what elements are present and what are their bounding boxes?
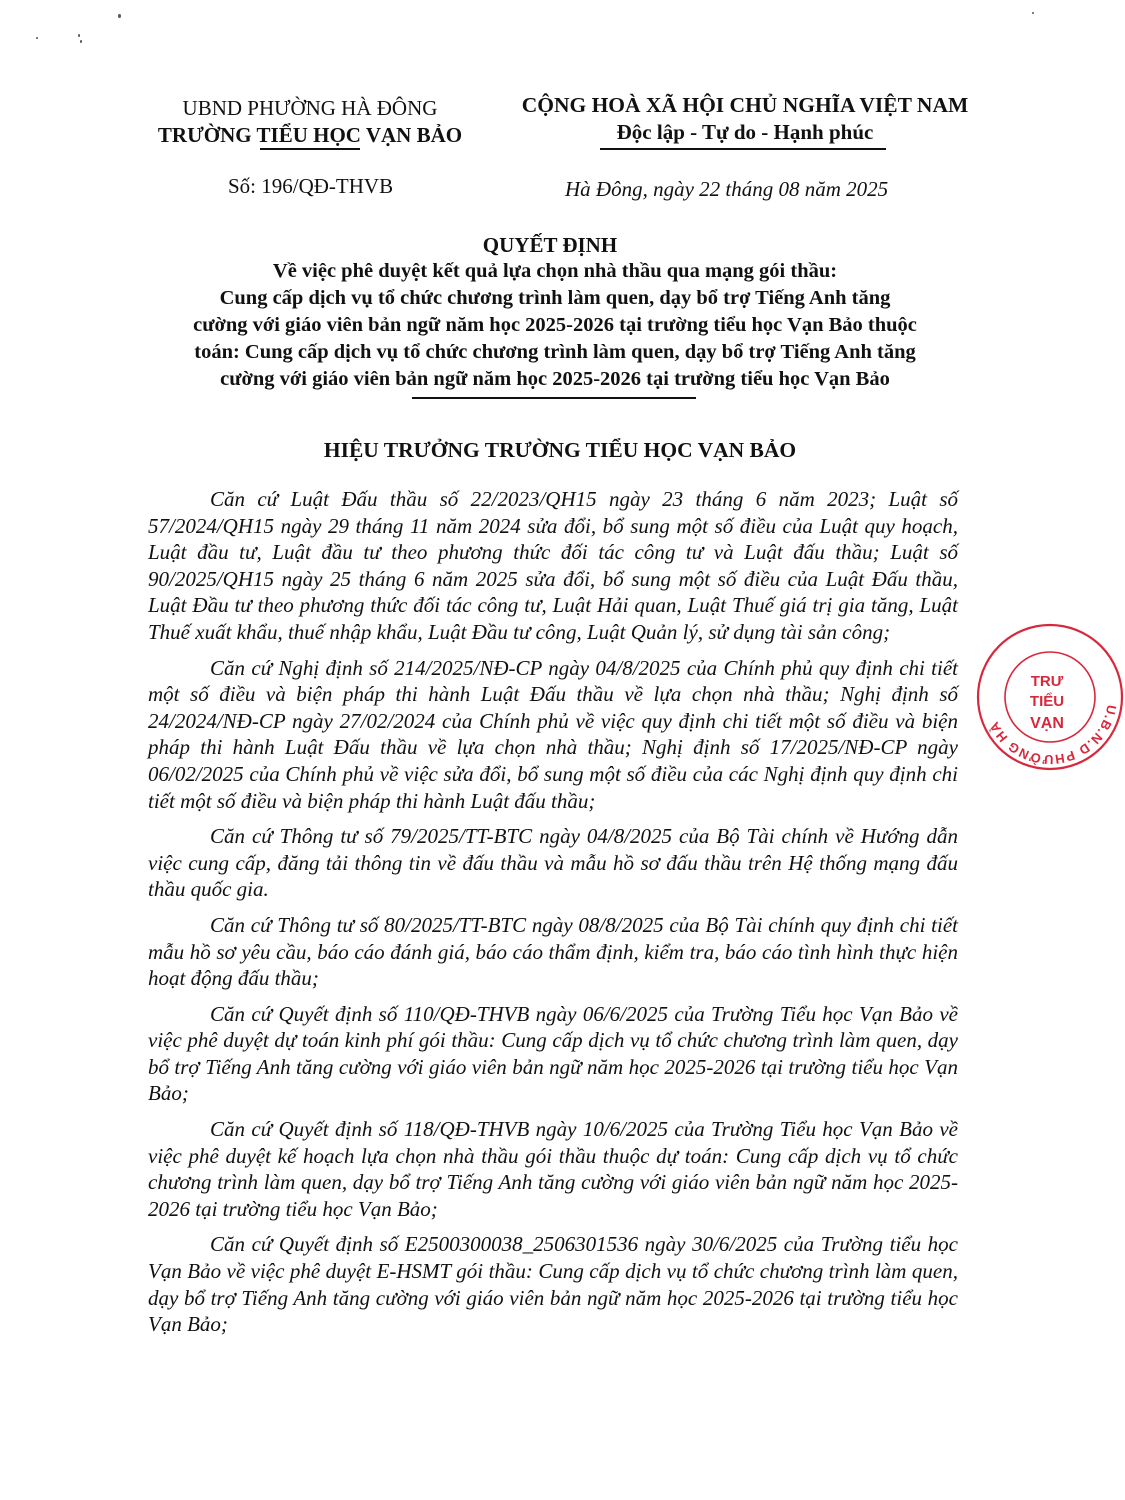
scan-speck [80,40,82,43]
document-date: Hà Đông, ngày 22 tháng 08 năm 2025 [565,177,889,201]
scan-speck [78,34,80,37]
seal-ring-text: U.B.N.D PHƯỜNG HÀ [986,703,1120,768]
seal-center-line: TIỂU [1029,693,1065,710]
org-parent: UBND PHƯỜNG HÀ ĐÔNG [182,96,438,120]
subject-line: Về việc phê duyệt kết quả lựa chọn nhà thầu qua mạng gói thầu: [272,260,838,282]
basis-paragraph: Căn cứ Quyết định số 110/QĐ-THVB ngày 06/6/2025 của Trường Tiểu học Vạn Bảo về việc phê duyệt dự toán kinh phí gói thầu: Cung cấp dịch vụ tổ chức chương trình làm quen, dạy bổ trợ Tiếng Anh tăng cường với giáo viên bản ngữ năm học 2025-2026 tại trường tiểu học Vạn Bảo; [148,1001,958,1106]
issuer-heading: HIỆU TRƯỞNG TRƯỜNG TIỂU HỌC VẠN BẢO [323,438,797,462]
subject-underline [412,397,696,399]
scan-speck [36,37,38,39]
country-name: CỘNG HOÀ XÃ HỘI CHỦ NGHĨA VIỆT NAM [521,93,969,117]
basis-paragraph: Căn cứ Thông tư số 80/2025/TT-BTC ngày 08/8/2025 của Bộ Tài chính quy định chi tiết mẫu hồ sơ yêu cầu, báo cáo đánh giá, báo cáo thẩm định, kiểm tra, báo cáo tình hình thực hiện hoạt động đấu thầu; [148,912,958,991]
scan-speck [118,14,121,18]
scan-speck [1032,12,1034,14]
document-title: QUYẾT ĐỊNH [482,233,618,257]
basis-paragraph: Căn cứ Quyết định số E2500300038_2506301536 ngày 30/6/2025 của Trường tiểu học Vạn Bảo về việc phê duyệt E-HSMT gói thầu: Cung cấp dịch vụ tổ chức chương trình làm quen, dạy bổ trợ Tiếng Anh tăng cường với giáo viên bản ngữ năm học 2025-2026 tại trường tiểu học Vạn Bảo; [148,1232,958,1337]
subject-line: cường với giáo viên bản ngữ năm học 2025-2026 tại trường tiểu học Vạn Bảo [220,368,890,390]
national-header [495,92,995,146]
motto-underline [600,148,886,150]
basis-paragraph: Căn cứ Nghị định số 214/2025/NĐ-CP ngày 04/8/2025 của Chính phủ quy định chi tiết một số điều và biện pháp thi hành Luật Đấu thầu về lựa chọn nhà thầu; Nghị định số 24/2024/NĐ-CP ngày 27/02/2024 của Chính phủ về việc quy định chi tiết một số điều và biện pháp thi hành Luật Đấu thầu về lựa chọn nhà thầu; Nghị định số 17/2025/NĐ-CP ngày 06/02/2025 của Chính phủ về việc sửa đổi, bổ sung một số điều của các Nghị định quy định chi tiết một số điều và biện pháp thi hành Luật đấu thầu; [148,655,958,813]
official-seal [975,622,1125,772]
subject-line: Cung cấp dịch vụ tổ chức chương trình làm quen, dạy bổ trợ Tiếng Anh tăng [219,287,891,309]
document-subject [150,258,960,393]
motto: Độc lập - Tự do - Hạnh phúc [616,120,874,144]
seal-center-line: VẠN [1030,715,1064,732]
basis-paragraph: Căn cứ Luật Đấu thầu số 22/2023/QH15 ngày 23 tháng 6 năm 2023; Luật số 57/2024/QH15 ngày 29 tháng 11 năm 2024 sửa đổi, bổ sung một số điều của Luật quy hoạch, Luật đầu tư, Luật đầu tư theo phương thức đối tác công tư và Luật đấu thầu; Luật số 90/2025/QH15 ngày 25 tháng 6 năm 2025 sửa đổi, bổ sung một số điều của Luật Đấu thầu, Luật Đầu tư theo phương thức đối tác công tư, Luật Hải quan, Luật Thuế giá trị gia tăng, Luật Thuế xuất khẩu, thuế nhập khẩu, Luật Đầu tư công, Luật Quản lý, sử dụng tài sản công; [148,487,958,644]
org-underline [260,148,360,150]
basis-paragraph: Căn cứ Thông tư số 79/2025/TT-BTC ngày 04/8/2025 của Bộ Tài chính về Hướng dẫn việc cung cấp, đăng tải thông tin về đấu thầu và mẫu hồ sơ đấu thầu trên Hệ thống mạng đấu thầu quốc gia. [148,824,958,902]
subject-line: toán: Cung cấp dịch vụ tổ chức chương trình làm quen, dạy bổ trợ Tiếng Anh tăng [194,341,916,363]
issuing-organization [130,95,490,149]
document-number: Số: 196/QĐ-THVB [228,174,394,198]
seal-center-line: TRƯ [1030,673,1064,690]
basis-paragraph: Căn cứ Quyết định số 118/QĐ-THVB ngày 10/6/2025 của Trường Tiểu học Vạn Bảo về việc phê duyệt kế hoạch lựa chọn nhà thầu gói thầu thuộc dự toán: Cung cấp dịch vụ tổ chức chương trình làm quen, dạy bổ trợ Tiếng Anh tăng cường với giáo viên bản ngữ năm học 2025-2026 tại trường tiểu học Vạn Bảo; [148,1117,958,1221]
org-name: TRƯỜNG TIỂU HỌC VẠN BẢO [157,123,463,147]
seal-graphic [975,622,1125,772]
subject-line: cường với giáo viên bản ngữ năm học 2025-2026 tại trường tiểu học Vạn Bảo thuộc [193,314,917,336]
legal-basis [148,486,958,1347]
